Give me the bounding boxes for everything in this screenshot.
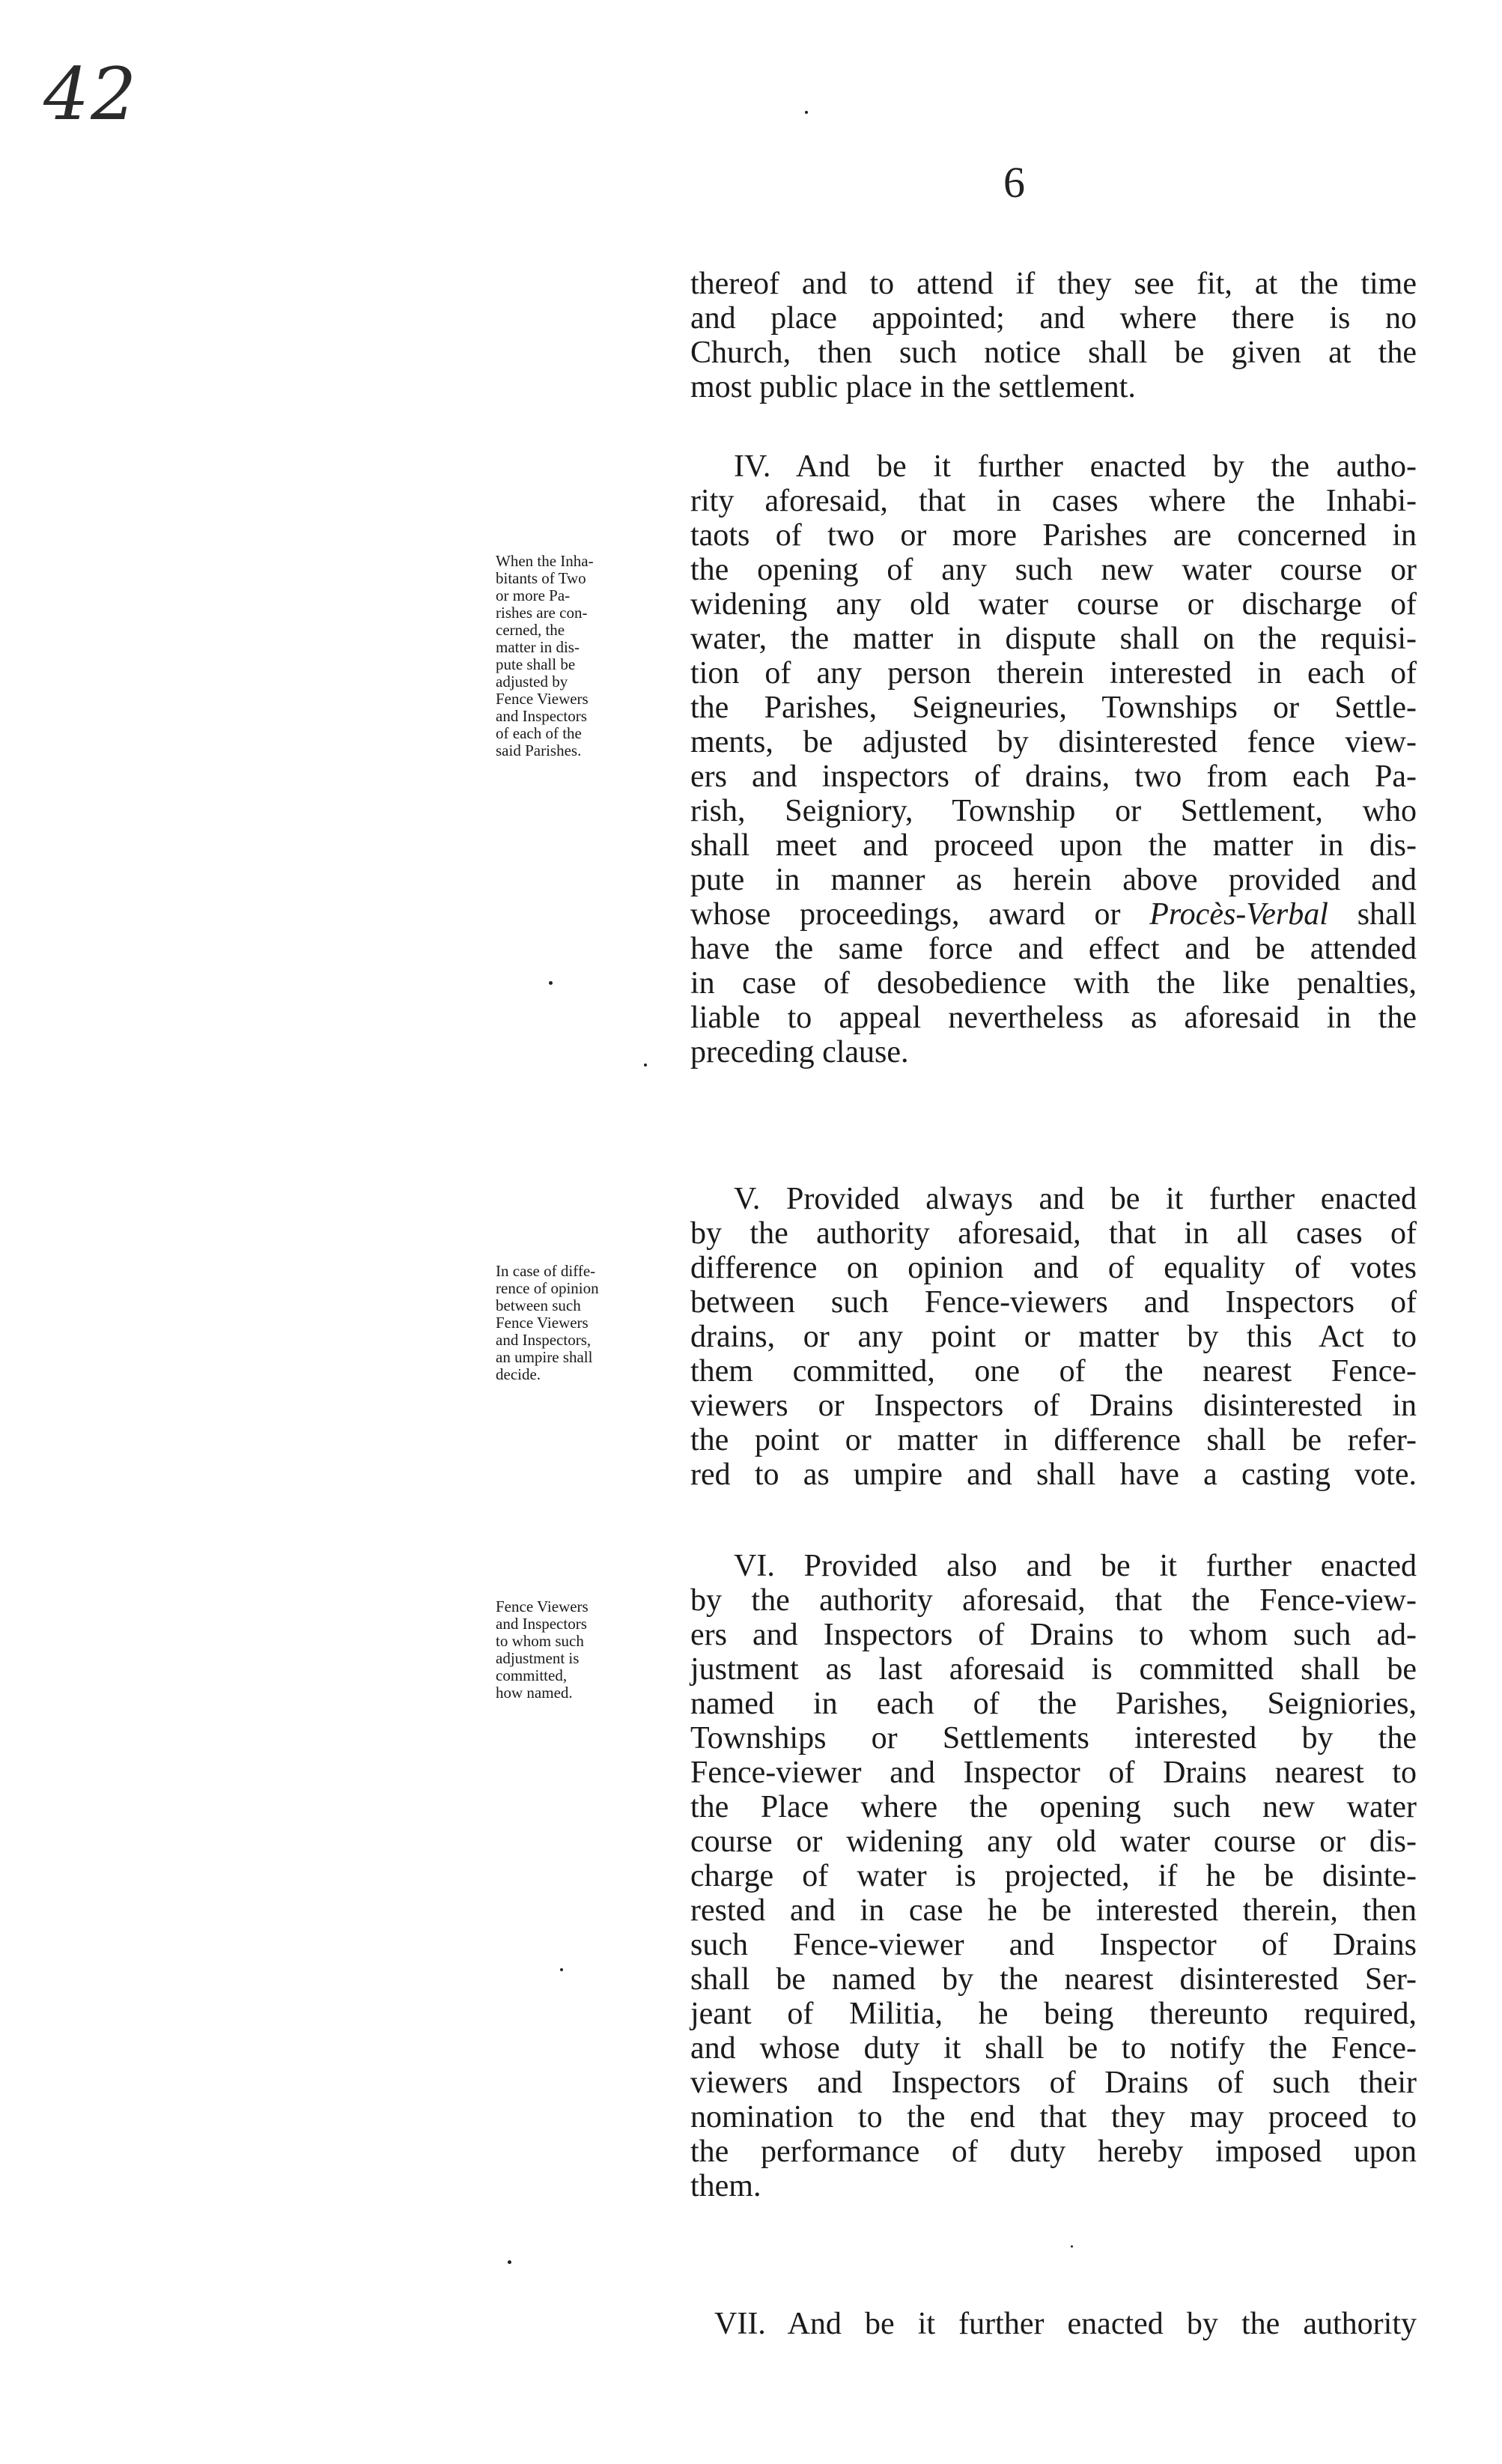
text-line: justment as last aforesaid is committed shall be [690,1652,1417,1687]
margin-line: adjustment is [496,1649,580,1667]
page-number: 6 [1003,158,1025,207]
text-line: shall meet and proceed upon the matter in dis- [690,828,1417,863]
margin-line: Fence Viewers [496,690,589,708]
text-line: rish, Seigniory, Township or Settlement, who [690,794,1417,828]
text-line: taots of two or more Parishes are concerned in [690,518,1417,553]
text-line: between such Fence-viewers and Inspectors of [690,1285,1417,1320]
scan-speck [508,2260,511,2264]
marginal-note-section-v [496,1263,675,1383]
text-line: the Place where the opening such new water [690,1790,1417,1824]
margin-line: or more Pa- [496,586,571,604]
margin-line: and Inspectors [496,707,587,725]
italic-term: Procès-Verbal [1149,897,1328,932]
margin-line: matter in dis- [496,638,580,656]
scan-speck [1071,2245,1073,2248]
text-line: IV. And be it further enacted by the autho- [734,449,1417,484]
text-line: tion of any person therein interested in each of [690,656,1417,691]
margin-line: pute shall be [496,655,576,673]
margin-line: When the Inha- [496,552,594,570]
text-segment: shall [1357,897,1417,932]
text-line: Church, then such notice shall be given at the [690,336,1417,370]
text-line: thereof and to attend if they see fit, at the time [690,267,1417,301]
text-line: liable to appeal nevertheless as aforesaid in the [690,1001,1417,1035]
text-segment: whose proceedings, award or [690,897,1121,932]
paragraph-section-vi [690,1549,1417,2203]
scan-speck [644,1063,647,1066]
paragraph-section-v [690,1182,1417,1492]
margin-line: adjusted by [496,673,568,691]
text-line: them committed, one of the nearest Fence- [690,1354,1417,1389]
text-line: the point or matter in difference shall be refer- [690,1423,1417,1457]
text-line: difference on opinion and of equality of votes [690,1251,1417,1285]
margin-line: how named. [496,1684,573,1702]
text-line: the performance of duty hereby imposed upon [690,2134,1417,2169]
margin-line: Fence Viewers [496,1314,589,1332]
text-line: V. Provided always and be it further enacted [734,1182,1417,1216]
marginal-note-section-vi [496,1598,675,1702]
text-line: shall be named by the nearest disinterested Ser- [690,1962,1417,1997]
text-line: most public place in the settlement. [690,370,1136,404]
text-line: them. [690,2169,761,2203]
margin-line: between such [496,1296,581,1314]
text-line: named in each of the Parishes, Seigniories, [690,1687,1417,1721]
text-line: have the same force and effect and be attended [690,932,1417,966]
margin-line: rence of opinion [496,1279,599,1297]
text-line: Townships or Settlements interested by the [690,1721,1417,1756]
paragraph-section-vii [690,2307,1417,2341]
text-line: nomination to the end that they may proceed to [690,2100,1417,2134]
text-line: ments, be adjusted by disinterested fence view- [690,725,1417,759]
text-line: such Fence-viewer and Inspector of Drains [690,1928,1417,1962]
text-line: ers and Inspectors of Drains to whom such ad- [690,1618,1417,1652]
margin-line: rishes are con- [496,604,588,622]
margin-line: and Inspectors, [496,1331,592,1349]
text-line: in case of desobedience with the like penalties, [690,966,1417,1001]
text-line: and place appointed; and where there is no [690,301,1417,336]
margin-line: bitants of Two [496,569,586,587]
text-line: rity aforesaid, that in cases where the Inhabi- [690,484,1417,518]
handwritten-folio-number: 42 [43,52,139,136]
scan-speck [560,1968,563,1971]
scan-speck [805,111,808,114]
scan-speck [549,981,553,985]
text-line-with-italic-term [690,897,1417,932]
text-line: ers and inspectors of drains, two from each Pa- [690,759,1417,794]
text-line: drains, or any point or matter by this Act to [690,1320,1417,1354]
margin-line: to whom such [496,1632,584,1650]
text-line: the opening of any such new water course or [690,553,1417,587]
text-line: and whose duty it shall be to notify the Fence- [690,2031,1417,2066]
text-line: jeant of Militia, he being thereunto required, [690,1997,1417,2031]
text-line: preceding clause. [690,1035,909,1069]
text-line: rested and in case he be interested therein, then [690,1893,1417,1928]
text-line: red to as umpire and shall have a casting vote. [690,1457,1417,1492]
text-line: viewers or Inspectors of Drains disinterested in [690,1389,1417,1423]
margin-line: Fence Viewers [496,1597,589,1615]
text-line: by the authority aforesaid, that in all cases of [690,1216,1417,1251]
paragraph-continuation [690,267,1417,404]
margin-line: In case of diffe- [496,1262,596,1280]
paragraph-section-iv [690,449,1417,1069]
text-line: charge of water is projected, if he be disinte- [690,1859,1417,1893]
text-line: viewers and Inspectors of Drains of such their [690,2066,1417,2100]
margin-line: said Parishes. [496,741,582,759]
text-line: VII. And be it further enacted by the authority [714,2307,1417,2341]
margin-line: of each of the [496,724,582,742]
text-line: Fence-viewer and Inspector of Drains nearest to [690,1756,1417,1790]
text-line: by the authority aforesaid, that the Fence-view- [690,1583,1417,1618]
margin-line: an umpire shall [496,1348,593,1366]
text-line: water, the matter in dispute shall on the requisi- [690,622,1417,656]
margin-line: and Inspectors [496,1615,587,1633]
text-line: the Parishes, Seigneuries, Townships or Settle- [690,691,1417,725]
text-line: widening any old water course or discharge of [690,587,1417,622]
marginal-note-section-iv [496,553,675,759]
margin-line: decide. [496,1365,541,1383]
text-line: pute in manner as herein above provided and [690,863,1417,897]
margin-line: committed, [496,1666,568,1684]
text-line: VI. Provided also and be it further enacted [734,1549,1417,1583]
margin-line: cerned, the [496,621,565,639]
text-line: course or widening any old water course or dis- [690,1824,1417,1859]
